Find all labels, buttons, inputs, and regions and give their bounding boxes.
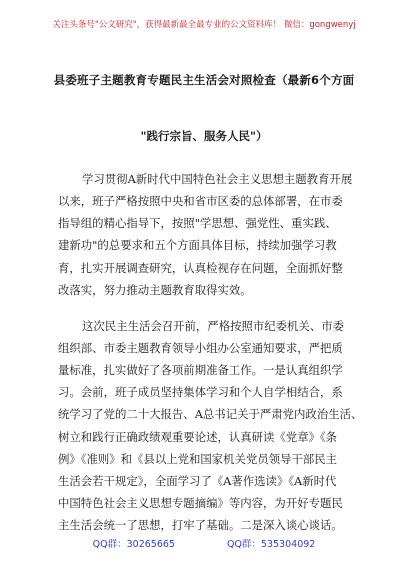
text-line: 中国特色社会主义思想专题摘编》等内容，为开好专题民 — [58, 495, 343, 510]
paragraph-2 — [58, 315, 363, 536]
qq-group-2: QQ群：535304092 — [226, 539, 316, 550]
paragraph-1 — [58, 168, 356, 301]
text-line: 习。会前，班子成员坚持集体学习和个人自学相结合，系 — [58, 385, 343, 400]
text-line: 改落实，努力推动主题教育取得实效。 — [58, 282, 252, 297]
header-banner: 关注头条号"公文研究"，获得最新最全最专业的公文资料库！ 微信：gongwenyj — [52, 20, 356, 30]
text-line: 树立和践行正确政绩观重要论述，认真研读《党章》《条 — [58, 429, 338, 444]
text-line: 主生活会统一了思想，打牢了基础。二是深入谈心谈话。 — [58, 518, 343, 533]
text-line: 学习贯彻A新时代中国特色社会主义思想主题教育开展 — [82, 172, 353, 186]
text-line: 组织部、市委主题教育领导小组办公室通知要求，严把质 — [58, 340, 343, 355]
text-line: 建新功"的总要求和五个方面具体目标，持续加强学习教 — [58, 238, 337, 253]
text-line: 量标准，扎实做好了各项前期准备工作。一是认真组织学 — [58, 363, 343, 378]
text-line: 这次民主生活会召开前，严格按照市纪委机关、市委 — [82, 318, 344, 333]
text-line: 生活会若干规定》，全面学习了《A著作选读》《A新时代 — [58, 473, 337, 488]
text-line: 以来，班子严格按照中央和省市区委的总体部署，在市委 — [58, 194, 343, 209]
text-line: 统学习了党的二十大报告、A总书记关于严肃党内政治生活、 — [58, 407, 363, 422]
document-body — [58, 168, 363, 536]
text-line: 育，扎实开展调查研究，认真检视存在问题，全面抓好整 — [58, 260, 343, 275]
document-subtitle: "践行宗旨、服务人民"） — [140, 129, 268, 143]
qq-group-1: QQ群：30265665 — [92, 539, 175, 550]
text-line: 例》《准则》和《县以上党和国家机关党员领导干部民主 — [58, 451, 338, 466]
document-title: 县委班子主题教育专题民主生活会对照检查（最新6个方面 — [53, 73, 355, 87]
footer-contacts — [0, 536, 408, 550]
text-line: 指导组的精心指导下，按照"学思想、强党性、重实践、 — [58, 216, 337, 231]
